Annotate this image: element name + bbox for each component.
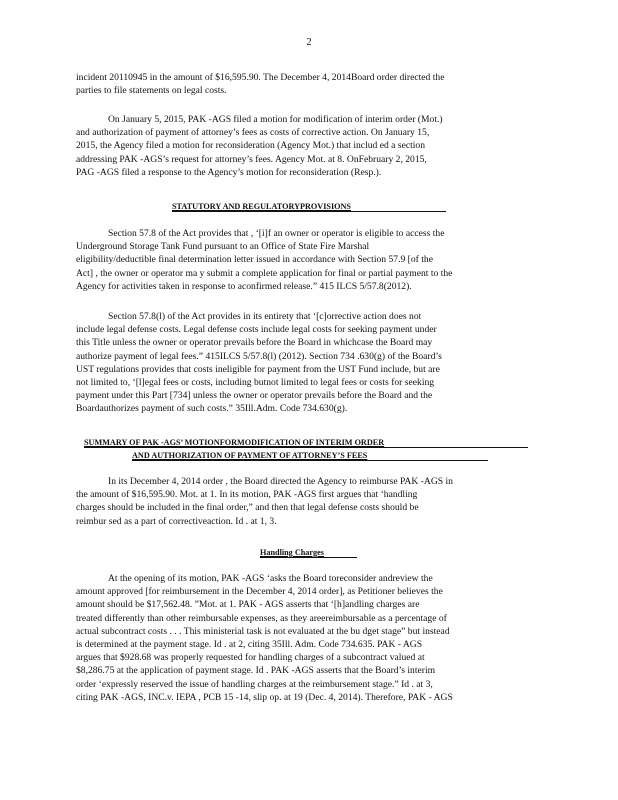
section-heading-summary: SUMMARY OF PAK -AGS’ MOTIONFORMODIFICATION OF INTERIM ORDER <box>84 438 385 447</box>
text-line: and authorization of payment of attorney’s fees as costs of corrective action. On January 15, <box>76 127 430 139</box>
text-line: incident 20110945 in the amount of $16,595.90. The December 4, 2014Board order directed the <box>76 72 445 83</box>
text-line: is determined at the payment stage. Id . at 2, citing 35Ill. Adm. Code 734.635. PAK - AGS <box>76 639 423 651</box>
text-line: Act] , the owner or operator ma y submit a complete application for final or partial payment to the <box>76 267 453 279</box>
paragraph-section-57-8-l <box>76 310 540 416</box>
heading-underline <box>260 557 357 558</box>
text-line: treated differently than other reimbursable expenses, as they areereimbursable as a percentage of <box>76 612 447 624</box>
page-number: 2 <box>306 37 312 48</box>
text-line: $8,286.75 at the application of payment stage. Id . PAK -AGS asserts that the Board’s interim <box>76 665 436 677</box>
text-line: parties to file statements on legal costs. <box>76 85 227 97</box>
text-line: reimbur sed as a part of correctiveaction. Id . at 1, 3. <box>76 515 277 527</box>
text-line: PAG -AGS filed a response to the Agency’s motion for reconsideration (Resp.). <box>76 166 382 178</box>
text-line: payment under this Part [734] unless the owner or operator prevails before the Board and the <box>76 390 433 402</box>
text-line: authorize payment of legal fees.” 415ILCS 5/57.8(l) (2012). Section 734 .630(g) of the Board’s <box>76 350 442 362</box>
heading-underline <box>172 211 446 212</box>
section-heading-statutory: STATUTORY AND REGULATORYPROVISIONS <box>172 202 351 211</box>
paragraph-motion <box>76 113 540 179</box>
text-line: 2015, the Agency filed a motion for reconsideration (Agency Mot.) that includ ed a section <box>76 140 426 152</box>
text-line: not limited to, ‘[l]egal fees or costs, including butnot limited to legal fees or costs for seeking <box>76 377 435 389</box>
paragraph-board-order <box>76 475 540 528</box>
paragraph-section-57-8 <box>76 227 540 293</box>
text-line: argues that $928.68 was properly requested for handling charges of a subcontract valued at <box>76 652 425 664</box>
text-line: amount should be $17,562.48. ”Mot. at 1. PAK - AGS asserts that ‘[h]andling charges are <box>76 599 420 611</box>
text-line: citing PAK -AGS, INC.v. IEPA , PCB 15 -14, slip op. at 19 (Dec. 4, 2014). Therefore, PAK - AGS <box>76 691 453 703</box>
text-line: include legal defense costs. Legal defense costs include legal costs for seeking payment under <box>76 324 437 336</box>
text-line: Section 57.8 of the Act provides that , ‘[i]f an owner or operator is eligible to access the <box>108 228 445 239</box>
heading-underline <box>132 460 488 461</box>
text-line: In its December 4, 2014 order , the Board directed the Agency to reimburse PAK -AGS in <box>108 476 453 487</box>
text-line: actual subcontract costs . . . This ministerial task is not evaluated at the bu dget stage” but instead <box>76 625 450 637</box>
text-line: order ‘expressly reserved the issue of handling charges at the reimbursement stage.” Id . at 3, <box>76 678 433 690</box>
text-line: Underground Storage Tank Fund pursuant to an Office of State Fire Marshal <box>76 241 370 253</box>
text-line: amount approved [for reimbursement in the December 4, 2014 order], as Petitioner believes the <box>76 586 443 598</box>
text-line: On January 5, 2015, PAK -AGS filed a motion for modification of interim order (Mot.) <box>108 114 443 125</box>
text-line: Agency for activities taken in response to aconfirmed release.” 415 ILCS 5/57.8(2012). <box>76 280 412 292</box>
text-line: At the opening of its motion, PAK -AGS ‘asks the Board toreconsider andreview the <box>108 573 433 584</box>
text-line: Boardauthorizes payment of such costs.” 35Ill.Adm. Code 734.630(g). <box>76 403 348 415</box>
paragraph-intro <box>76 71 540 97</box>
text-line: Section 57.8(l) of the Act provides in its entirety that ‘[c]orrective action does not <box>108 311 422 322</box>
section-heading-summary-cont: AND AUTHORIZATION OF PAYMENT OF ATTORNEY’S FEES <box>132 451 368 460</box>
text-line: UST regulations provides that costs ineligible for payment from the UST Fund include, but are <box>76 363 440 375</box>
section-heading-handling-charges: Handling Charges <box>260 548 324 557</box>
text-line: charges should be included in the final order,” and then that legal defense costs should be <box>76 502 419 514</box>
text-line: the amount of $16,595.90. Mot. at 1. In its motion, PAK -AGS first argues that ‘handling <box>76 489 418 501</box>
heading-underline <box>84 447 528 448</box>
text-line: eligibility/deductible final determination letter issued in accordance with Section 57.9 [of the <box>76 254 433 266</box>
paragraph-handling-charges <box>76 572 540 704</box>
text-line: addressing PAK -AGS’s request for attorney’s fees. Agency Mot. at 8. OnFebruary 2, 2015, <box>76 153 427 165</box>
text-line: this Title unless the owner or operator prevails before the Board in whichcase the Board may <box>76 337 433 349</box>
